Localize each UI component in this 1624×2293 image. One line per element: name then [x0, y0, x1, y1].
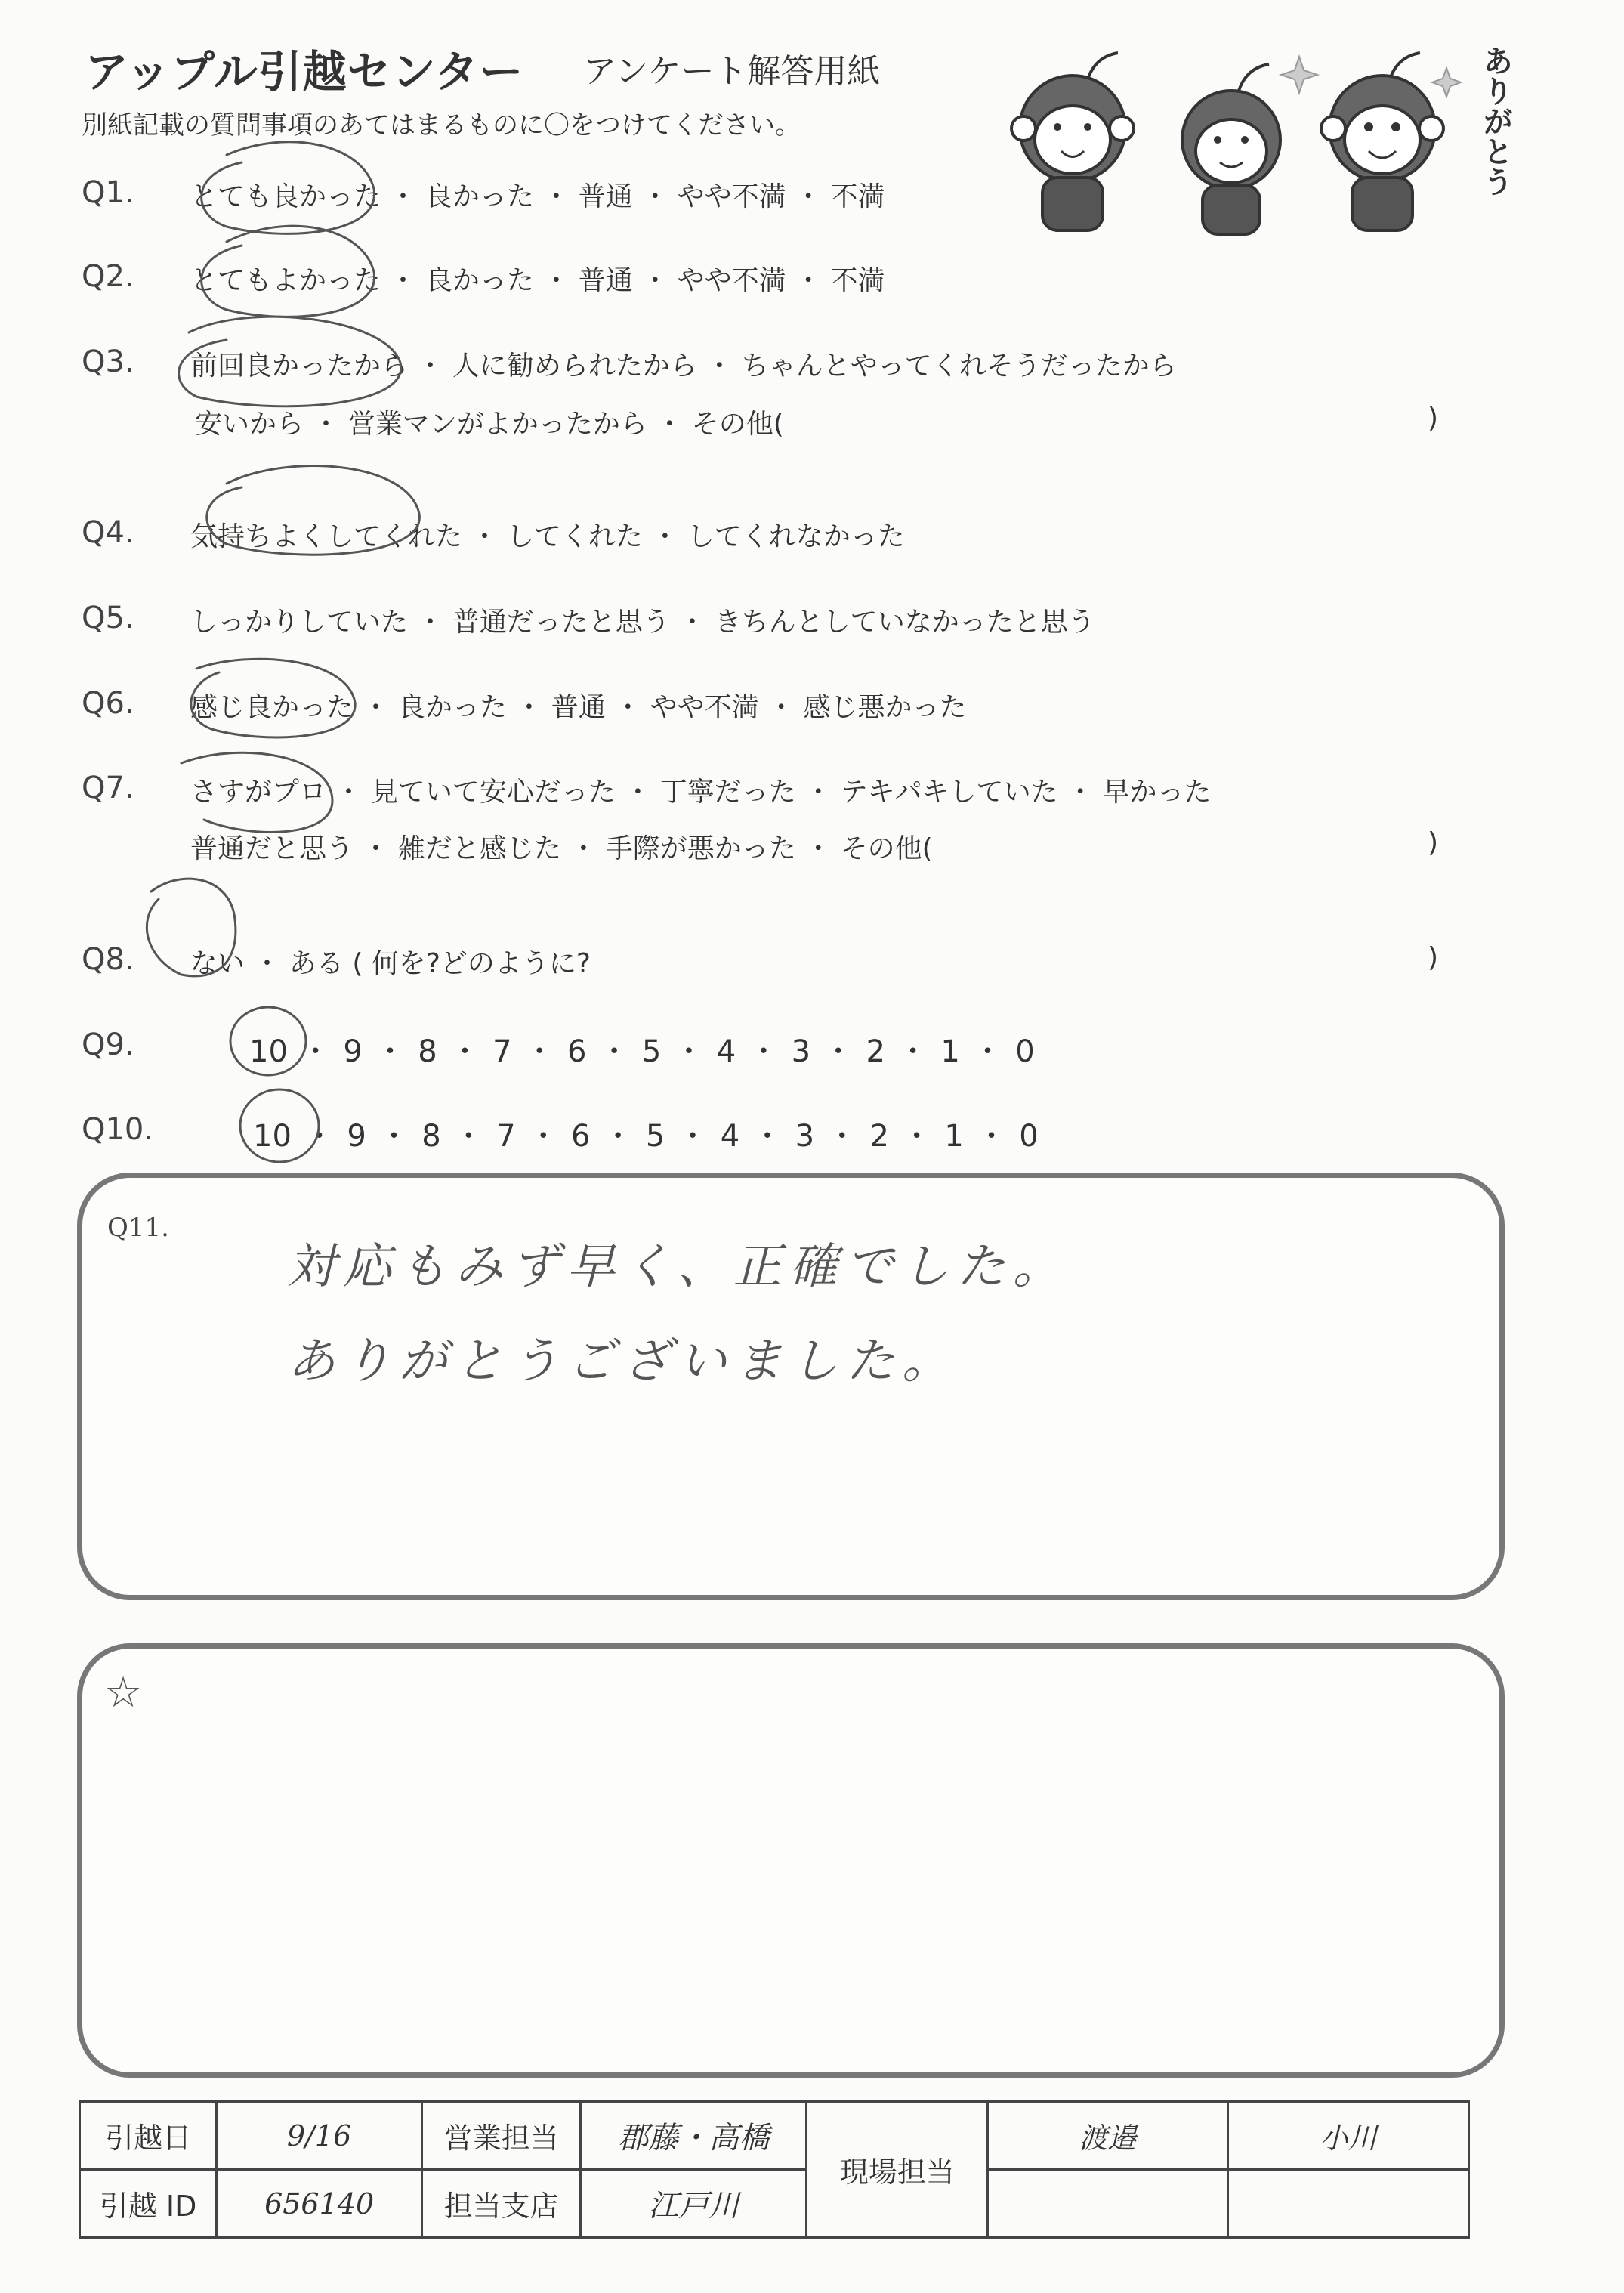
- q8-options[interactable]: ない ・ ある ( 何を?どのように?: [190, 948, 591, 979]
- q8-close-paren: ): [1428, 942, 1439, 973]
- q2-options[interactable]: とてもよかった ・ 良かった ・ 普通 ・ やや不満 ・ 不満: [190, 265, 885, 296]
- q6-label: Q6.: [82, 686, 134, 721]
- q7-label: Q7.: [82, 771, 134, 805]
- q5-label: Q5.: [82, 601, 134, 635]
- q10-scale[interactable]: 10 ・ 9 ・ 8 ・ 7 ・ 6 ・ 5 ・ 4 ・ 3 ・ 2 ・ 1 ・ 0: [253, 1119, 1039, 1154]
- q10-label: Q10.: [82, 1112, 154, 1147]
- form-title: アップル引越センター: [85, 46, 524, 97]
- monkey-mascot-illustration: [982, 38, 1526, 242]
- q3-options-line2[interactable]: 安いから ・ 営業マンがよかったから ・ その他(: [195, 409, 784, 440]
- sales-label: 営業担当: [421, 2102, 580, 2170]
- q11-answer-line1: 対応もみず早く、正確でした。: [287, 1239, 1069, 1295]
- star-comment-box[interactable]: [77, 1643, 1505, 2078]
- thanks-text: ありがとう: [1478, 45, 1513, 196]
- move-id-label: 引越 ID: [80, 2170, 217, 2238]
- q9-label: Q9.: [82, 1028, 134, 1062]
- q11-label: Q11.: [107, 1213, 169, 1243]
- q4-options[interactable]: 気持ちよくしてくれた ・ してくれた ・ してくれなかった: [190, 521, 905, 552]
- branch-label: 担当支店: [421, 2170, 580, 2238]
- site-value-1[interactable]: 渡邉: [988, 2102, 1227, 2170]
- form-subtitle: アンケート解答用紙: [583, 52, 881, 91]
- q7-options-line1[interactable]: さすがプロ ・ 見ていて安心だった ・ 丁寧だった ・ テキパキしていた ・ 早かった: [190, 777, 1212, 808]
- q4-label: Q4.: [82, 515, 134, 550]
- q9-scale[interactable]: 10 ・ 9 ・ 8 ・ 7 ・ 6 ・ 5 ・ 4 ・ 3 ・ 2 ・ 1 ・ 0: [249, 1034, 1035, 1069]
- q7-close-paren: ): [1428, 827, 1439, 858]
- q11-answer-line2: ありがとうございました。: [287, 1333, 958, 1389]
- q1-options[interactable]: とても良かった ・ 良かった ・ 普通 ・ やや不満 ・ 不満: [190, 181, 885, 212]
- q6-options[interactable]: 感じ良かった ・ 良かった ・ 普通 ・ やや不満 ・ 感じ悪かった: [190, 692, 967, 723]
- branch-value[interactable]: 江戸川: [581, 2170, 807, 2238]
- site-blank-2[interactable]: [1227, 2170, 1468, 2238]
- q3-options-line1[interactable]: 前回良かったから ・ 人に勧められたから ・ ちゃんとやってくれそうだったから: [190, 351, 1177, 382]
- site-value-2[interactable]: 小川: [1227, 2102, 1468, 2170]
- q7-options-line2[interactable]: 普通だと思う ・ 雑だと感じた ・ 手際が悪かった ・ その他(: [190, 833, 933, 864]
- footer-info-table: [79, 2100, 1470, 2239]
- q3-close-paren: ): [1428, 403, 1439, 434]
- site-label: 現場担当: [807, 2102, 988, 2238]
- move-date-value[interactable]: 9/16: [217, 2102, 422, 2170]
- sales-value[interactable]: 郡藤・高橋: [581, 2102, 807, 2170]
- instruction-text: 別紙記載の質問事項のあてはまるものに〇をつけてください。: [82, 110, 801, 141]
- move-id-value[interactable]: 656140: [217, 2170, 422, 2238]
- q5-options[interactable]: しっかりしていた ・ 普通だったと思う ・ きちんとしていなかったと思う: [190, 607, 1095, 638]
- site-blank-1[interactable]: [988, 2170, 1227, 2238]
- star-icon: ☆: [104, 1668, 143, 1717]
- q8-label: Q8.: [82, 942, 134, 977]
- move-date-label: 引越日: [80, 2102, 217, 2170]
- q1-label: Q1.: [82, 175, 134, 210]
- q2-label: Q2.: [82, 259, 134, 294]
- q3-label: Q3.: [82, 345, 134, 379]
